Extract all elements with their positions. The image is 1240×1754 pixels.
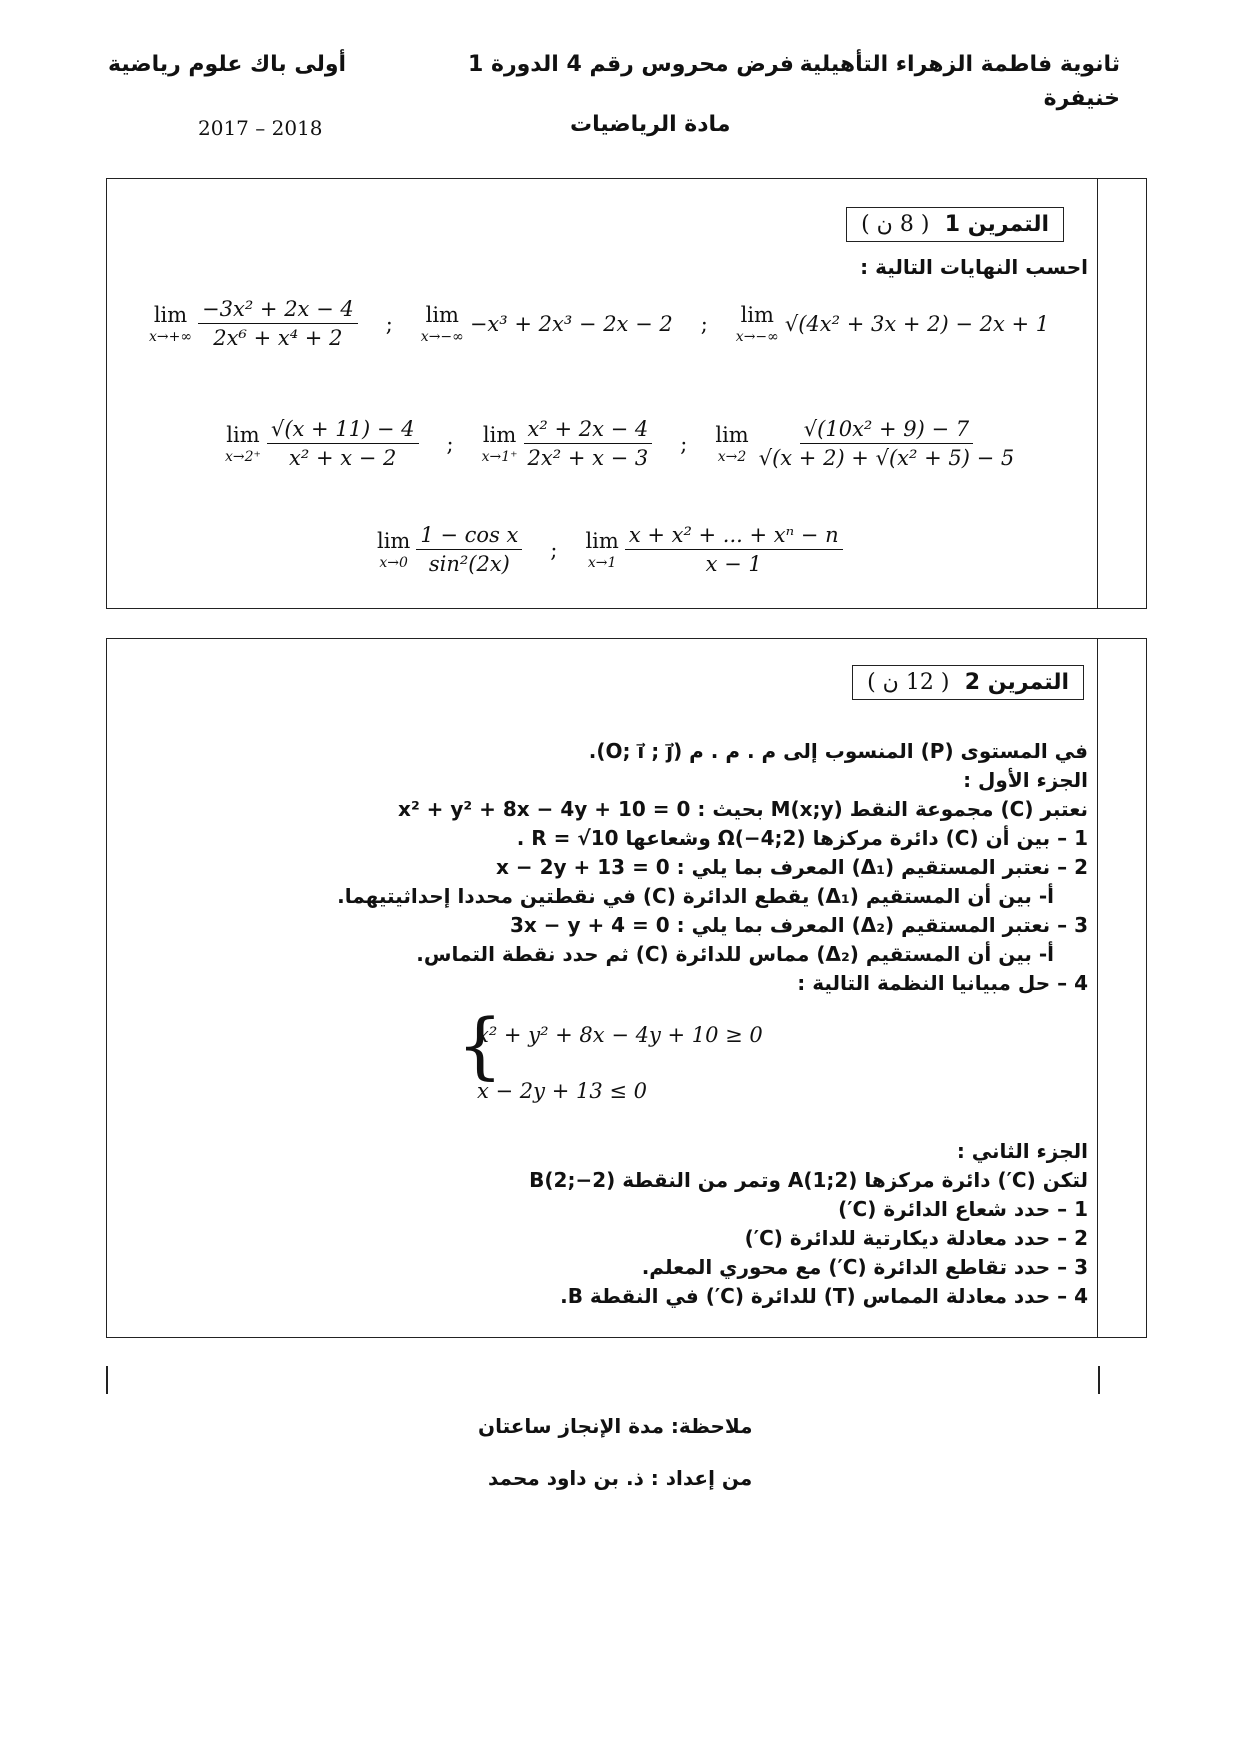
question-1: 1 – بين أن (C) دائرة مركزها Ω(−4;2) وشعاعها R = √10 . [516, 826, 1088, 850]
separator: ; [446, 431, 454, 456]
limit-8: lim x→1 [585, 528, 619, 571]
limit-4: lim x→2⁺ [225, 422, 261, 465]
part-2-question-2: 2 – حدد معادلة ديكارتية للدائرة (C′) [744, 1226, 1088, 1250]
part-2-question-4: 4 – حدد معادلة المماس (T) للدائرة (C′) في النقطة B. [560, 1284, 1088, 1308]
margin-line [1097, 639, 1098, 1337]
part-2-heading: الجزء الثاني : [956, 1139, 1088, 1163]
separator: ; [680, 431, 688, 456]
question-4: 4 – حل مبيانيا النظمة التالية : [797, 971, 1088, 995]
system-inequality-1: x² + y² + 8x − 4y + 10 ≥ 0 [477, 1023, 763, 1047]
exercise-2-points: ( 12 ن ) [867, 670, 950, 695]
exercise-2-label: التمرين 2 [964, 670, 1069, 695]
limit-1: lim x→+∞ [149, 302, 193, 345]
question-3a: أ- بين أن المستقيم (Δ₂) مماس للدائرة (C) ثم حدد نقطة التماس. [416, 942, 1054, 966]
school-year: 2017 – 2018 [198, 116, 323, 140]
exercise-2-box [106, 638, 1147, 1338]
exam-title: فرض محروس رقم 4 الدورة 1 [468, 52, 794, 77]
limit-6-fraction: $\frac{\text{√(10x² + 9) − 7}}{\text{√(x + 2) + √(x² + 5) − 5}}$ [758, 417, 1015, 470]
exercise-1-points: ( 8 ن ) [861, 212, 930, 237]
ex1-instruction: احسب النهايات التالية : [860, 255, 1088, 279]
separator: ; [700, 311, 708, 336]
limit-2: lim x→−∞ [420, 302, 464, 345]
limit-8-fraction: $\frac{\text{x + x² + ... + xⁿ − n}}{x - 1}$ [625, 523, 843, 576]
limit-6: lim x→2 [715, 422, 749, 465]
limit-7-fraction: $\frac{\text{1 − cos x}}{\text{sin²(2x)}}$ [416, 523, 522, 576]
system-brace: { [457, 1003, 503, 1087]
question-2a: أ- بين أن المستقيم (Δ₁) يقطع الدائرة (C) في نقطتين محددا إحداثيتيهما. [337, 884, 1054, 908]
exercise-1-title [846, 207, 1064, 242]
limit-3: lim x→−∞ [735, 302, 779, 345]
exercise-2-title [852, 665, 1084, 700]
question-2: 2 – نعتبر المستقيم (Δ₁) المعرف بما يلي : x − 2y + 13 = 0 [496, 855, 1088, 879]
separator: ; [385, 311, 393, 336]
system-inequality-2: x − 2y + 13 ≤ 0 [477, 1079, 647, 1103]
margin-line [1097, 179, 1098, 608]
ex2-intro: في المستوى (P) المنسوب إلى م . م . م (O; i⃗ ; j⃗). [588, 739, 1088, 763]
city-name: خنيفرة [1043, 86, 1120, 111]
author-credit: من إعداد : ذ. بن داود محمد [488, 1466, 753, 1490]
limit-1-fraction: $\frac{\text{−3x² + 2x − 4}}{\text{2x⁶ + x⁴ + 2}}$ [198, 297, 358, 350]
limit-5-fraction: $\frac{\text{x² + 2x − 4}}{\text{2x² + x − 3}}$ [524, 417, 653, 470]
part-1-definition: نعتبر (C) مجموعة النقط M(x;y) بحيث : x² + y² + 8x − 4y + 10 = 0 [398, 797, 1088, 821]
part-2-definition: لتكن (C′) دائرة مركزها A(1;2) وتمر من النقطة B(2;−2) [529, 1168, 1088, 1192]
margin-mark-left [106, 1366, 108, 1394]
part-2-question-3: 3 – حدد تقاطع الدائرة (C′) مع محوري المعلم. [641, 1255, 1088, 1279]
subject-title: مادة الرياضيات [570, 112, 731, 137]
limits-row-3 [377, 523, 843, 576]
limits-row-2 [225, 417, 1018, 470]
margin-mark-right [1098, 1366, 1100, 1394]
school-name: ثانوية فاطمة الزهراء التأهيلية [799, 52, 1120, 77]
exercise-1-box [106, 178, 1147, 609]
separator: ; [550, 537, 558, 562]
limit-7: lim x→0 [377, 528, 411, 571]
class-level: أولى باك علوم رياضية [108, 52, 347, 77]
part-1-heading: الجزء الأول : [963, 768, 1088, 792]
part-2-question-1: 1 – حدد شعاع الدائرة (C′) [838, 1197, 1088, 1221]
limit-4-fraction: $\frac{√(x + 11) - 4}{\text{x² + x − 2}}$ [267, 417, 419, 470]
exercise-1-label: التمرين 1 [944, 212, 1049, 237]
limit-5: lim x→1⁺ [481, 422, 518, 465]
limit-2-expr: −x³ + 2x³ − 2x − 2 [469, 311, 673, 336]
duration-note: ملاحظة: مدة الإنجاز ساعتان [478, 1414, 753, 1438]
limits-row-1 [149, 297, 1049, 350]
limit-3-expr: √(4x² + 3x + 2) − 2x + 1 [784, 311, 1050, 336]
question-3: 3 – نعتبر المستقيم (Δ₂) المعرف بما يلي : 3x − y + 4 = 0 [509, 913, 1088, 937]
